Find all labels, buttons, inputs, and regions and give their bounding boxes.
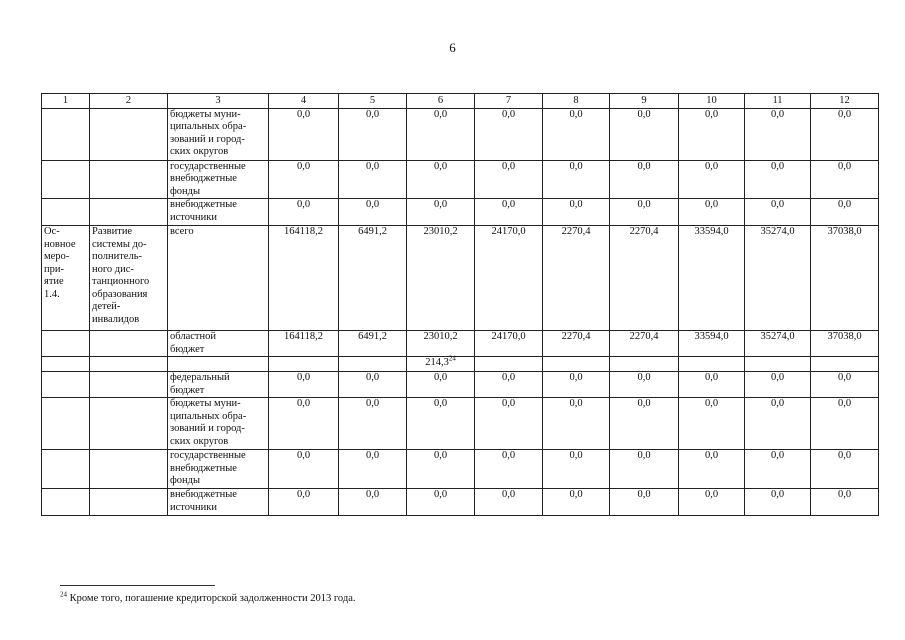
value-text: 0,0 [365, 199, 380, 210]
table-row [42, 372, 879, 398]
value-cell [679, 489, 745, 516]
value-text: 0,0 [637, 489, 651, 500]
value-text: 24170,0 [491, 226, 526, 237]
value-cell [339, 357, 407, 372]
description-cell [90, 398, 168, 450]
table-row [42, 450, 879, 489]
value-text: 0,0 [296, 398, 311, 409]
value-cell [543, 331, 610, 357]
value-cell [269, 226, 339, 331]
table-row [42, 489, 879, 516]
value-cell [610, 450, 679, 489]
value-text: 0,0 [637, 108, 651, 120]
value-text: 0,0 [433, 372, 448, 383]
value-text: 23010,2 [423, 331, 458, 342]
value-cell [543, 489, 610, 516]
table-row [42, 398, 879, 450]
page-number: 6 [449, 40, 456, 55]
value-text: 0,0 [770, 450, 785, 461]
value-text: 0,0 [569, 489, 583, 500]
value-cell [543, 450, 610, 489]
value-text: 0,0 [501, 199, 516, 210]
value-text: 0,0 [837, 372, 852, 383]
value-text: 2270,4 [561, 331, 591, 342]
value-text: 24170,0 [491, 331, 526, 342]
value-cell [339, 372, 407, 398]
value-text: 0,0 [637, 160, 651, 172]
value-text: 0,0 [433, 160, 448, 172]
value-cell [745, 372, 811, 398]
funding-source-cell: федеральный бюджет [168, 372, 269, 398]
value-text: 164118,2 [284, 226, 323, 237]
funding-source-cell [168, 357, 269, 372]
value-cell [679, 331, 745, 357]
value-cell [679, 199, 745, 226]
table-row [42, 108, 879, 160]
value-cell [475, 398, 543, 450]
budget-table [41, 93, 879, 516]
value-cell [339, 489, 407, 516]
value-text: 6491,2 [358, 226, 387, 237]
funding-source-cell: государственные внебюджетные фонды [168, 160, 269, 199]
funding-source-cell: внебюджетные источники [168, 489, 269, 516]
footnote-mark: 24 [60, 590, 67, 599]
value-cell [269, 450, 339, 489]
value-text: 37038,0 [827, 226, 862, 237]
value-text: 0,0 [433, 108, 448, 120]
value-text: 0,0 [704, 108, 719, 120]
value-text: 0,0 [501, 160, 516, 172]
value-text: 0,0 [433, 398, 448, 409]
value-text: 33594,0 [694, 331, 729, 342]
description-cell [90, 199, 168, 226]
value-text: 35274,0 [760, 331, 795, 342]
value-text: 0,0 [704, 398, 719, 409]
value-text: 0,0 [501, 489, 516, 500]
funding-source-cell: всего [168, 226, 269, 331]
footnote-separator [60, 585, 215, 586]
value-text: 0,0 [704, 489, 719, 500]
value-text: 0,0 [637, 199, 651, 210]
value-cell [407, 354, 475, 372]
value-text: 0,0 [296, 372, 311, 383]
measure-cell [42, 331, 90, 357]
value-text: 0,0 [296, 489, 311, 500]
value-cell [811, 199, 879, 226]
value-text: 0,0 [637, 372, 651, 383]
value-cell [543, 160, 610, 199]
value-cell [407, 450, 475, 489]
value-text: 0,0 [365, 108, 380, 120]
value-text: 0,0 [837, 160, 852, 172]
value-cell [269, 372, 339, 398]
column-header: 1 [42, 94, 90, 109]
value-text: 35274,0 [760, 226, 795, 237]
value-text: 0,0 [569, 372, 583, 383]
value-text: 214,3 [425, 357, 449, 368]
value-cell [811, 160, 879, 199]
value-text: 0,0 [296, 450, 311, 461]
value-text: 0,0 [837, 450, 852, 461]
value-cell [407, 226, 475, 331]
value-cell [543, 226, 610, 331]
value-text: 0,0 [704, 160, 719, 172]
value-text: 0,0 [501, 108, 516, 120]
value-text: 0,0 [569, 199, 583, 210]
value-cell [811, 398, 879, 450]
column-header: 4 [269, 94, 339, 109]
value-cell [745, 226, 811, 331]
value-text: 23010,2 [423, 226, 458, 237]
value-text: 37038,0 [827, 331, 862, 342]
value-cell [610, 199, 679, 226]
value-cell [339, 160, 407, 199]
value-cell [679, 160, 745, 199]
footnote [60, 590, 356, 604]
column-header: 5 [339, 94, 407, 109]
value-text: 0,0 [770, 489, 785, 500]
measure-cell [42, 357, 90, 372]
value-text: 0,0 [837, 398, 852, 409]
value-cell [543, 199, 610, 226]
value-cell [339, 108, 407, 160]
description-cell [90, 450, 168, 489]
value-cell [543, 357, 610, 372]
value-text: 0,0 [365, 489, 380, 500]
value-cell [475, 226, 543, 331]
value-cell [407, 108, 475, 160]
value-text: 6491,2 [358, 331, 387, 342]
funding-source-cell: внебюджетные источники [168, 199, 269, 226]
value-cell [811, 108, 879, 160]
measure-cell [42, 199, 90, 226]
footnote-reference: 24 [448, 354, 456, 363]
value-text: 0,0 [365, 450, 380, 461]
value-text: 0,0 [501, 398, 516, 409]
value-text: 0,0 [501, 372, 516, 383]
value-cell [745, 108, 811, 160]
description-cell [90, 160, 168, 199]
value-cell [745, 199, 811, 226]
value-cell [475, 331, 543, 357]
value-cell [407, 199, 475, 226]
value-cell [811, 489, 879, 516]
value-cell [811, 450, 879, 489]
value-cell [679, 398, 745, 450]
value-cell [475, 108, 543, 160]
value-cell [811, 226, 879, 331]
value-text: 0,0 [296, 160, 311, 172]
value-cell [339, 398, 407, 450]
value-cell [475, 450, 543, 489]
table-header-row [42, 94, 879, 109]
value-cell [407, 398, 475, 450]
table-row [42, 199, 879, 226]
description-cell: Развитие системы до- полнитель- ного дис- танционного образования детей- инвалидов [90, 226, 168, 331]
value-text: 0,0 [296, 108, 311, 120]
value-cell [610, 398, 679, 450]
value-text: 0,0 [433, 199, 448, 210]
value-cell [339, 226, 407, 331]
value-cell [811, 331, 879, 357]
column-header: 8 [543, 94, 610, 109]
column-header: 9 [610, 94, 679, 109]
value-text: 2270,4 [561, 226, 591, 237]
value-cell [339, 331, 407, 357]
value-cell [610, 489, 679, 516]
table-row [42, 331, 879, 357]
measure-cell: Ос- новное меро- при- ятие 1.4. [42, 226, 90, 331]
value-text: 0,0 [433, 450, 448, 461]
description-cell [90, 331, 168, 357]
value-cell [339, 450, 407, 489]
value-cell [269, 331, 339, 357]
value-text: 0,0 [770, 398, 785, 409]
value-text: 0,0 [296, 199, 311, 210]
value-cell [679, 357, 745, 372]
funding-source-cell: бюджеты муни- ципальных обра- зований и город- ских округов [168, 108, 269, 160]
value-cell [269, 160, 339, 199]
value-cell [475, 372, 543, 398]
value-cell [475, 489, 543, 516]
column-header: 6 [407, 94, 475, 109]
value-cell [679, 108, 745, 160]
value-text: 0,0 [433, 489, 448, 500]
value-text: 0,0 [837, 199, 852, 210]
column-header: 12 [811, 94, 879, 109]
value-cell [811, 372, 879, 398]
value-text: 0,0 [365, 160, 380, 172]
value-text: 0,0 [637, 450, 651, 461]
funding-source-cell: бюджеты муни- ципальных обра- зований и город- ских округов [168, 398, 269, 450]
value-cell [407, 160, 475, 199]
value-cell [745, 357, 811, 372]
column-header: 11 [745, 94, 811, 109]
description-cell [90, 489, 168, 516]
description-cell [90, 372, 168, 398]
value-cell [610, 226, 679, 331]
value-cell [475, 199, 543, 226]
value-cell [269, 398, 339, 450]
value-cell [679, 372, 745, 398]
value-cell [610, 331, 679, 357]
value-text: 164118,2 [284, 331, 323, 342]
value-cell [745, 398, 811, 450]
value-text: 0,0 [704, 372, 719, 383]
value-cell [475, 160, 543, 199]
value-text: 0,0 [770, 108, 785, 120]
value-cell [339, 199, 407, 226]
value-text: 0,0 [637, 398, 651, 409]
measure-cell [42, 450, 90, 489]
value-text: 2270,4 [629, 226, 659, 237]
value-text: 0,0 [770, 160, 785, 172]
measure-cell [42, 398, 90, 450]
value-text: 0,0 [365, 372, 380, 383]
measure-cell [42, 372, 90, 398]
value-cell [269, 489, 339, 516]
value-cell [407, 489, 475, 516]
funding-source-cell: государственные внебюджетные фонды [168, 450, 269, 489]
column-header: 7 [475, 94, 543, 109]
value-cell [475, 357, 543, 372]
column-header: 3 [168, 94, 269, 109]
column-header: 2 [90, 94, 168, 109]
measure-cell [42, 160, 90, 199]
value-text: 0,0 [770, 372, 785, 383]
description-cell [90, 357, 168, 372]
value-text: 0,0 [770, 199, 785, 210]
value-cell [543, 372, 610, 398]
value-cell [610, 372, 679, 398]
value-text: 0,0 [837, 108, 852, 120]
value-cell [745, 489, 811, 516]
value-cell [269, 108, 339, 160]
value-cell [610, 357, 679, 372]
funding-source-cell: областной бюджет [168, 331, 269, 357]
table-row [42, 357, 879, 372]
value-cell [269, 357, 339, 372]
value-cell [407, 331, 475, 357]
value-cell [811, 357, 879, 372]
value-cell [745, 331, 811, 357]
value-text: 2270,4 [629, 331, 659, 342]
value-text: 0,0 [569, 108, 583, 120]
measure-cell [42, 108, 90, 160]
table-row [42, 160, 879, 199]
value-cell [745, 450, 811, 489]
value-cell [610, 160, 679, 199]
value-text: 0,0 [837, 489, 852, 500]
value-text: 0,0 [704, 199, 719, 210]
value-cell [407, 372, 475, 398]
value-cell [745, 160, 811, 199]
value-cell [679, 226, 745, 331]
value-text: 0,0 [365, 398, 380, 409]
value-text: 0,0 [569, 160, 583, 172]
value-text: 33594,0 [694, 226, 729, 237]
footnote-text: Кроме того, погашение кредиторской задолженности 2013 года. [67, 593, 356, 604]
value-cell [543, 108, 610, 160]
value-cell [269, 199, 339, 226]
value-text: 0,0 [704, 450, 719, 461]
value-cell [679, 450, 745, 489]
measure-cell [42, 489, 90, 516]
value-text: 0,0 [569, 450, 583, 461]
value-cell [610, 108, 679, 160]
value-text: 0,0 [501, 450, 516, 461]
description-cell [90, 108, 168, 160]
column-header: 10 [679, 94, 745, 109]
table-row [42, 226, 879, 331]
value-cell [543, 398, 610, 450]
value-text: 0,0 [569, 398, 583, 409]
